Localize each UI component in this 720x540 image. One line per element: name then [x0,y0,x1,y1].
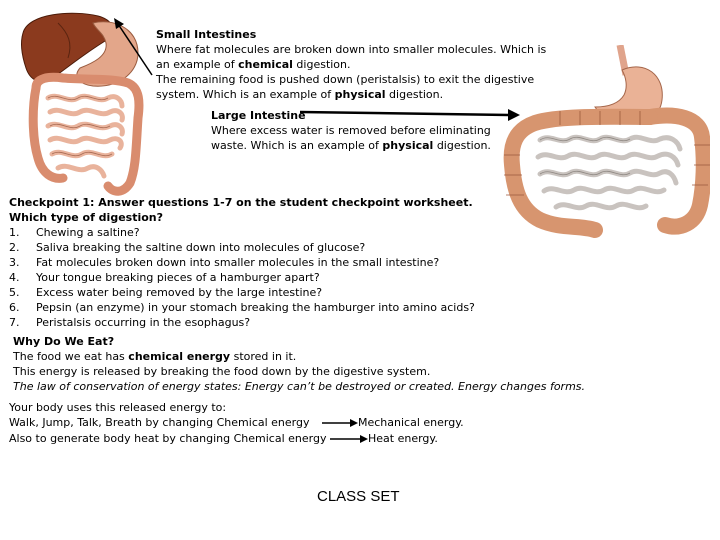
question-item: 2. Saliva breaking the saltine down into molecules of glucose? [9,241,366,254]
conservation-law-line: The law of conservation of energy states: Energy can’t be destroyed or created. Energy changes forms. [13,380,586,393]
large-intestine-title: Large Intestine [211,109,306,122]
class-set-label: CLASS SET [317,488,400,505]
small-intestines-line-2: an example of chemical digestion. [156,58,351,71]
energy-uses-row-2 [9,431,438,447]
why-eat-line-2: This energy is released by breaking the food down by the digestive system. [13,365,431,378]
small-intestines-line-1: Where fat molecules are broken down into smaller molecules. Which is [156,43,547,56]
small-intestines-description [156,27,546,102]
question-item: 7. Peristalsis occurring in the esophagus? [9,316,251,329]
large-intestine-line-1: Where excess water is removed before eliminating [211,124,491,137]
small-intestines-line-4: system. Which is an example of physical digestion. [156,88,444,101]
question-item: 3. Fat molecules broken down into smaller molecules in the small intestine? [9,256,440,269]
why-eat-line-1: The food we eat has chemical energy stored in it. [13,350,297,363]
why-eat-heading: Why Do We Eat? [13,335,115,348]
question-item: 4. Your tongue breaking pieces of a hamburger apart? [9,271,320,284]
energy-uses-row-2-left: Also to generate body heat by changing Chemical energy [9,432,327,445]
large-intestine-description [211,108,491,153]
heat-energy-arrow [0,0,1,1]
energy-uses-section [9,400,464,447]
checkpoint-section [9,195,475,330]
question-item: 1. Chewing a saltine? [9,226,140,239]
large-intestine-line-2: waste. Which is an example of physical digestion. [211,139,491,152]
energy-uses-row-1-right: Mechanical energy. [358,416,464,429]
digestive-organs-illustration [18,8,148,203]
checkpoint-subheading: Which type of digestion? [9,211,164,224]
why-do-we-eat-section [13,334,585,394]
energy-uses-row-1-left: Walk, Jump, Talk, Breath by changing Chemical energy [9,416,310,429]
checkpoint-heading: Checkpoint 1: Answer questions 1-7 on the student checkpoint worksheet. [9,196,473,209]
small-intestines-title: Small Intestines [156,28,257,41]
energy-uses-row-1 [9,415,464,431]
energy-uses-row-2-right: Heat energy. [368,432,438,445]
question-item: 6. Pepsin (an enzyme) in your stomach breaking the hamburger into amino acids? [9,301,475,314]
question-item: 5. Excess water being removed by the large intestine? [9,286,323,299]
energy-uses-intro: Your body uses this released energy to: [9,401,227,414]
small-intestines-line-3: The remaining food is pushed down (peristalsis) to exit the digestive [156,73,535,86]
